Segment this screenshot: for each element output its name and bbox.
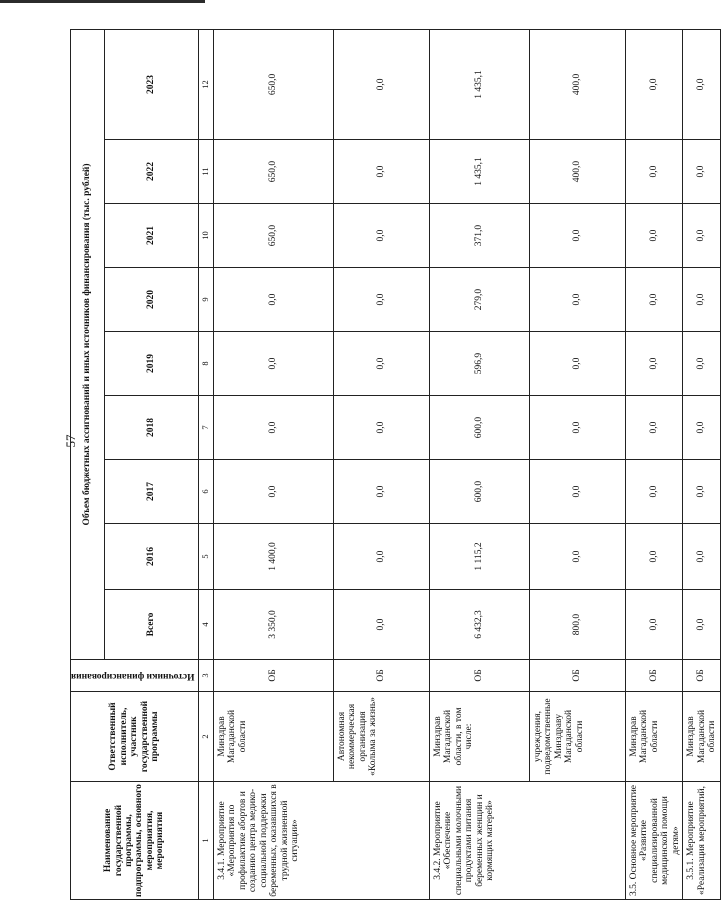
column-number: 5 <box>198 524 213 590</box>
header-year: 2022 <box>104 140 198 204</box>
header-year: 2020 <box>104 268 198 332</box>
value-cell: 0,0 <box>333 460 429 524</box>
value-cell: 600,0 <box>429 396 529 460</box>
value-cell: 0,0 <box>333 140 429 204</box>
row-source: ОБ <box>625 660 682 692</box>
table-row <box>625 29 682 899</box>
row-executor: учреждения, подведомственные Минздраву Магаданской области <box>529 692 625 782</box>
value-cell: 650,0 <box>213 140 333 204</box>
column-number: 4 <box>198 590 213 660</box>
value-cell: 0,0 <box>625 460 682 524</box>
header-source: Источники финансирования <box>71 660 199 692</box>
header-year: 2017 <box>104 460 198 524</box>
rotated-table-wrapper <box>70 30 717 900</box>
value-cell: 0,0 <box>529 332 625 396</box>
row-source: ОБ <box>683 660 721 692</box>
header-year: 2018 <box>104 396 198 460</box>
row-source: ОБ <box>429 660 529 692</box>
value-cell: 596,9 <box>429 332 529 396</box>
row-executor: Минздрав Магаданской области, в том числе: <box>429 692 529 782</box>
column-number: 2 <box>198 692 213 782</box>
table-row <box>683 29 721 899</box>
value-cell: 0,0 <box>333 268 429 332</box>
value-cell: 6 432,3 <box>429 590 529 660</box>
value-cell: 3 350,0 <box>213 590 333 660</box>
value-cell: 1 115,2 <box>429 524 529 590</box>
column-number: 11 <box>198 140 213 204</box>
document-sheet <box>70 30 717 900</box>
row-source: ОБ <box>213 660 333 692</box>
column-number: 3 <box>198 660 213 692</box>
value-cell: 0,0 <box>625 524 682 590</box>
row-name: 3.4.1. Мероприятие «Мероприятия по профилактике абортов и созданию центра медико-социальной поддержки беременных, оказавшихся в трудной жизненной ситуации» <box>213 782 429 900</box>
value-cell: 0,0 <box>529 204 625 268</box>
value-cell: 0,0 <box>625 204 682 268</box>
value-cell: 1 400,0 <box>213 524 333 590</box>
column-number: 12 <box>198 29 213 139</box>
header-year: 2016 <box>104 524 198 590</box>
value-cell: 0,0 <box>625 332 682 396</box>
header-executor: Ответственный исполнитель, участник государственной программы <box>71 692 199 782</box>
table-row <box>213 29 333 899</box>
value-cell: 650,0 <box>213 204 333 268</box>
value-cell: 0,0 <box>625 396 682 460</box>
value-cell: 1 435,1 <box>429 140 529 204</box>
value-cell: 0,0 <box>683 268 721 332</box>
row-name: 3.5.1. Мероприятие «Реализация мероприятий, <box>683 782 721 900</box>
value-cell: 0,0 <box>213 332 333 396</box>
value-cell: 0,0 <box>683 204 721 268</box>
top-rule <box>0 0 205 3</box>
table-row <box>529 29 625 899</box>
value-cell: 0,0 <box>333 29 429 139</box>
column-number-row <box>198 29 213 899</box>
value-cell: 400,0 <box>529 140 625 204</box>
value-cell: 0,0 <box>625 268 682 332</box>
header-name: Наименование государственной программы, подпрограммы, основного мероприятия, мероприятия <box>71 782 199 900</box>
value-cell: 0,0 <box>333 332 429 396</box>
row-name: 3.4.2. Мероприятие «Обеспечение специальными молочными продуктами питания беременных женщин и кормящих матерей» <box>429 782 625 900</box>
value-cell: 0,0 <box>625 140 682 204</box>
value-cell: 600,0 <box>429 460 529 524</box>
column-number: 9 <box>198 268 213 332</box>
value-cell: 0,0 <box>625 590 682 660</box>
value-cell: 0,0 <box>333 590 429 660</box>
value-cell: 371,0 <box>429 204 529 268</box>
row-executor: Автономная некоммерческая организация «Колыма за жизнь» <box>333 692 429 782</box>
header-year: 2021 <box>104 204 198 268</box>
value-cell: 0,0 <box>683 140 721 204</box>
value-cell: 0,0 <box>625 29 682 139</box>
column-number: 8 <box>198 332 213 396</box>
column-number: 6 <box>198 460 213 524</box>
header-year: 2019 <box>104 332 198 396</box>
value-cell: 0,0 <box>683 396 721 460</box>
value-cell: 0,0 <box>213 396 333 460</box>
value-cell: 0,0 <box>333 396 429 460</box>
row-name: 3.5. Основное мероприятие «Развитие специализированной медицинской помощи детям» <box>625 782 682 900</box>
column-number: 7 <box>198 396 213 460</box>
value-cell: 279,0 <box>429 268 529 332</box>
page-number: 57 <box>63 434 78 448</box>
header-year: 2023 <box>104 29 198 139</box>
value-cell: 0,0 <box>683 332 721 396</box>
value-cell: 0,0 <box>683 29 721 139</box>
header-funding-group: Объем бюджетных ассигнований и иных источников финансирования (тыс. рублей) <box>71 29 105 659</box>
value-cell: 0,0 <box>213 460 333 524</box>
header-total: Всего <box>104 590 198 660</box>
table-row <box>333 29 429 899</box>
value-cell: 800,0 <box>529 590 625 660</box>
value-cell: 1 435,1 <box>429 29 529 139</box>
value-cell: 0,0 <box>529 524 625 590</box>
value-cell: 0,0 <box>333 204 429 268</box>
row-source: ОБ <box>529 660 625 692</box>
column-number: 1 <box>198 782 213 900</box>
value-cell: 0,0 <box>529 268 625 332</box>
value-cell: 0,0 <box>333 524 429 590</box>
value-cell: 400,0 <box>529 29 625 139</box>
row-executor: Минздрав Магаданской области <box>625 692 682 782</box>
row-source: ОБ <box>333 660 429 692</box>
row-executor: Минздрав Магаданской области <box>683 692 721 782</box>
funding-table <box>70 29 721 900</box>
value-cell: 0,0 <box>683 460 721 524</box>
value-cell: 0,0 <box>529 460 625 524</box>
value-cell: 0,0 <box>213 268 333 332</box>
column-number: 10 <box>198 204 213 268</box>
table-row <box>429 29 529 899</box>
value-cell: 650,0 <box>213 29 333 139</box>
value-cell: 0,0 <box>683 524 721 590</box>
row-executor: Минздрав Магаданской области <box>213 692 333 782</box>
value-cell: 0,0 <box>529 396 625 460</box>
value-cell: 0,0 <box>683 590 721 660</box>
